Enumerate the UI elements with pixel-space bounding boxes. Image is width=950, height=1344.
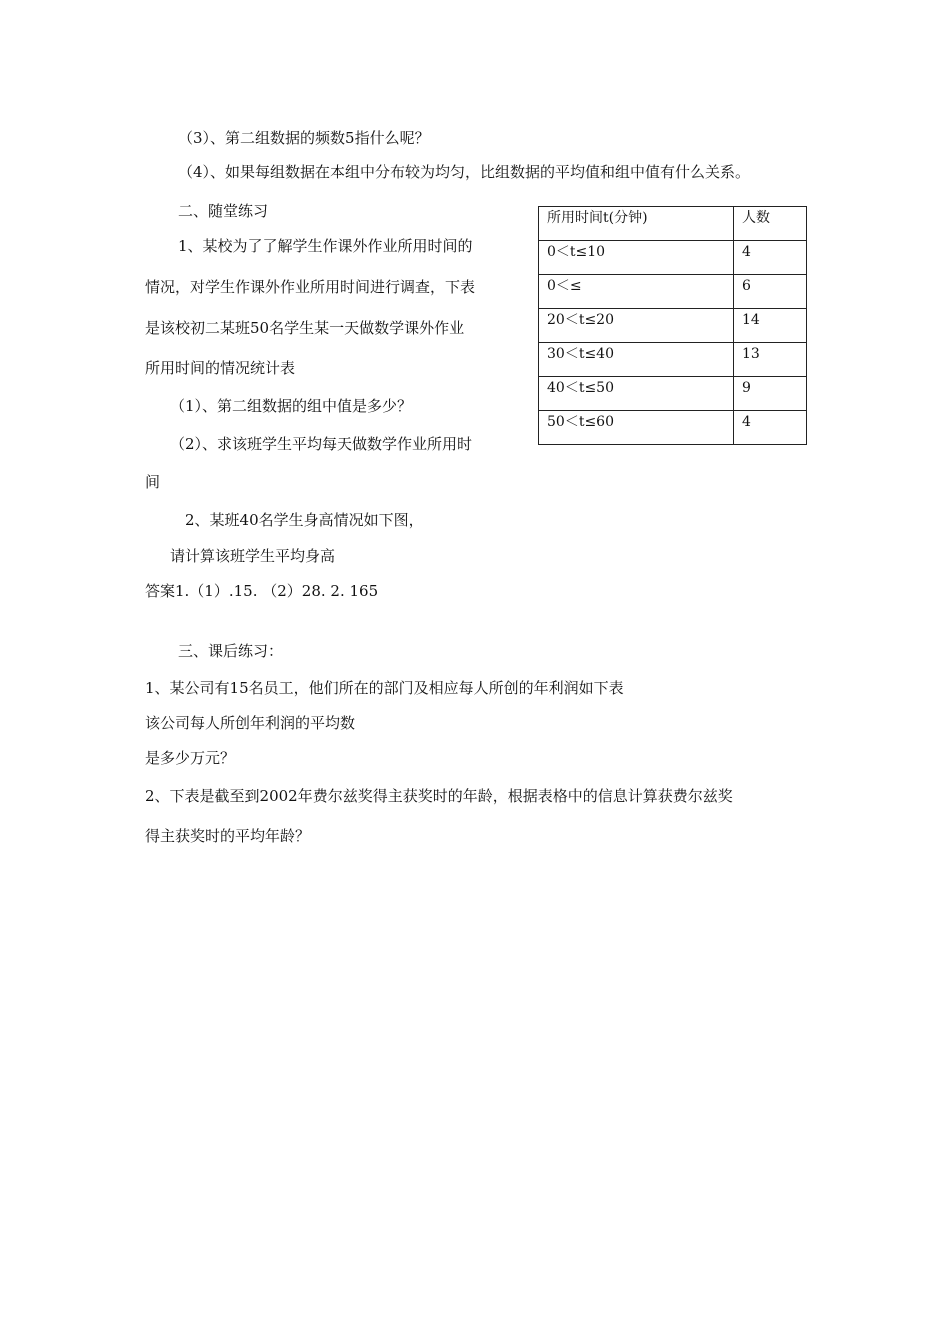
table-cell-interval: 40＜t≤50 (539, 377, 734, 411)
question-4: （4）、如果每组数据在本组中分布较为均匀，比组数据的平均值和组中值有什么关系。 (178, 163, 751, 181)
homework-2-line-2: 得主获奖时的平均年龄？ (145, 827, 311, 845)
exercise-1-line-2: 情况，对学生作课外作业所用时间进行调查，下表 (145, 278, 476, 296)
table-row (539, 343, 807, 377)
exercise-1-line-4: 所用时间的情况统计表 (145, 359, 296, 377)
homework-1: 1、某公司有15名员工，他们所在的部门及相应每人所创的年利润如下表 (145, 679, 624, 697)
table-header-time: 所用时间t(分钟) (539, 207, 734, 241)
table-cell-count: 6 (734, 275, 807, 309)
table-cell-count: 13 (734, 343, 807, 377)
table-cell-count: 14 (734, 309, 807, 343)
table-cell-interval: 0＜t≤10 (539, 241, 734, 275)
table-cell-interval: 50＜t≤60 (539, 411, 734, 445)
table-row (539, 377, 807, 411)
exercise-2: 2、某班40名学生身高情况如下图， (185, 511, 424, 529)
table-row (539, 241, 807, 275)
table-cell-count: 4 (734, 411, 807, 445)
section-3-heading: 三、课后练习： (178, 642, 284, 660)
exercise-1-line-1: 1、某校为了了解学生作课外作业所用时间的 (178, 237, 473, 255)
answer-line: 答案1.（1）.15. （2）28. 2. 165 (145, 582, 379, 600)
homework-2: 2、下表是截至到2002年费尔兹奖得主获奖时的年龄，根据表格中的信息计算获费尔兹奖 (145, 787, 733, 805)
question-3: （3）、第二组数据的频数5指什么呢？ (178, 129, 430, 147)
table-cell-count: 4 (734, 241, 807, 275)
table-row (539, 309, 807, 343)
subquestion-2: （2）、求该班学生平均每天做数学作业所用时 (170, 435, 473, 453)
homework-1-line-3: 是多少万元？ (145, 749, 236, 767)
table-row (539, 275, 807, 309)
table-header-count: 人数 (734, 207, 807, 241)
exercise-2-cont: 请计算该班学生平均身高 (170, 547, 336, 565)
time-frequency-table (538, 206, 807, 445)
subquestion-1: （1）、第二组数据的组中值是多少？ (170, 397, 413, 415)
section-2-heading: 二、随堂练习 (178, 202, 269, 220)
subquestion-2-cont: 间 (145, 473, 161, 491)
homework-1-line-2: 该公司每人所创年利润的平均数 (145, 714, 356, 732)
exercise-1-line-3: 是该校初二某班50名学生某一天做数学课外作业 (145, 319, 465, 337)
table-header-row (539, 207, 807, 241)
table-cell-interval: 0＜≤ (539, 275, 734, 309)
table-row (539, 411, 807, 445)
table-cell-interval: 20＜t≤20 (539, 309, 734, 343)
table-cell-interval: 30＜t≤40 (539, 343, 734, 377)
table-cell-count: 9 (734, 377, 807, 411)
